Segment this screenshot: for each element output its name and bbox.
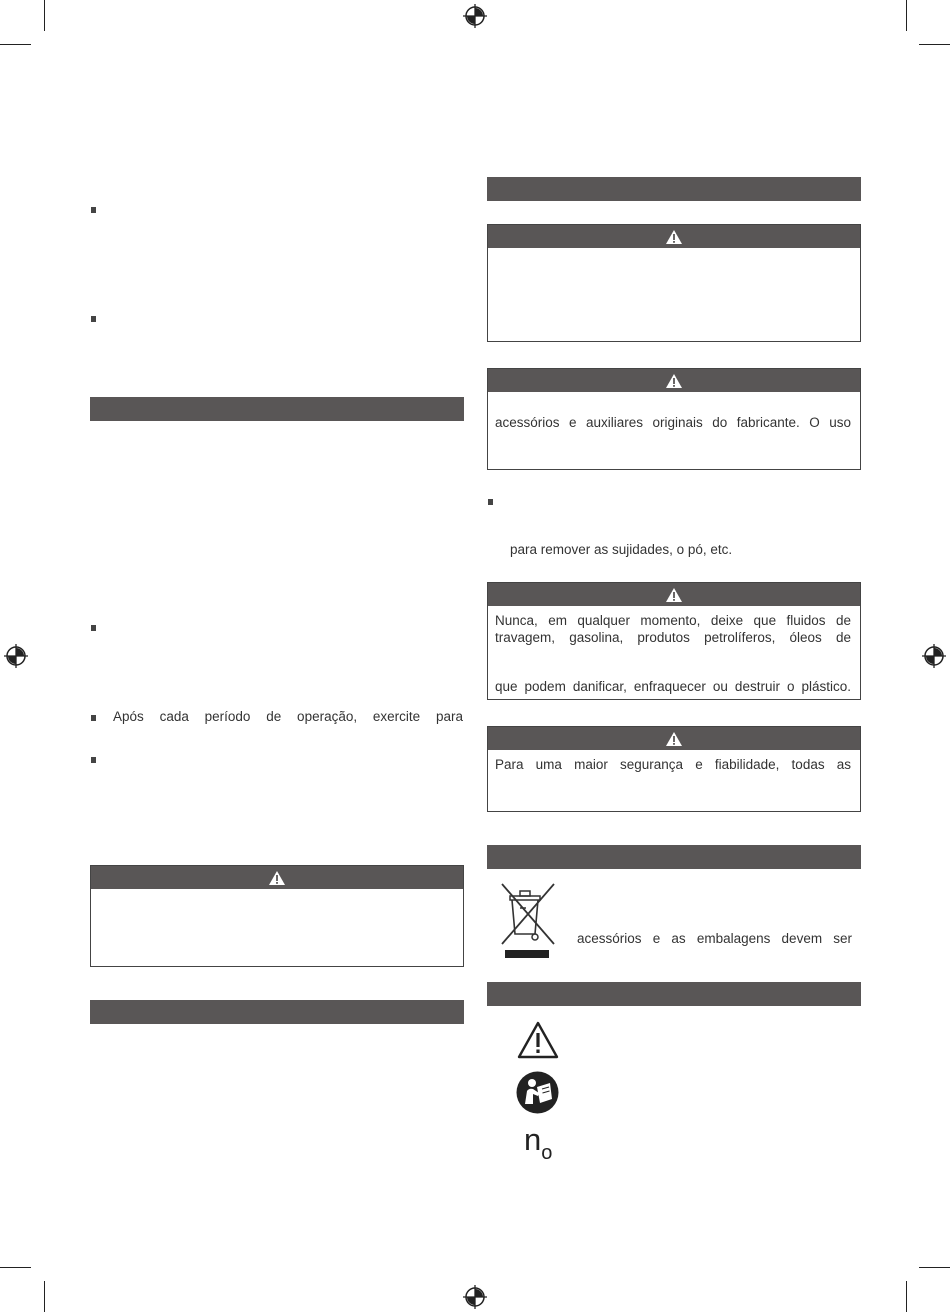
- section-header-band: [487, 177, 861, 201]
- crop-mark: [919, 44, 950, 45]
- bullet: [91, 715, 96, 721]
- no-load-speed-symbol: [524, 1122, 552, 1162]
- bullet-text-after-operation: Após cada período de operação, exercite para: [113, 709, 463, 724]
- warning-box-text: Para uma maior segurança e fiabilidade, todas as: [495, 757, 851, 772]
- symbol-o-subscript: o: [541, 1142, 553, 1164]
- warning-box: [487, 224, 861, 342]
- registration-target-icon: [4, 644, 28, 668]
- bullet: [91, 757, 96, 763]
- warning-box: [487, 726, 861, 812]
- weee-text: acessórios e as embalagens devem ser: [577, 931, 852, 946]
- warning-box: [487, 582, 861, 700]
- warning-triangle-icon: [665, 587, 683, 603]
- warning-triangle-icon: [268, 870, 286, 886]
- crop-mark: [44, 1281, 45, 1312]
- crop-mark: [906, 0, 907, 31]
- section-header-band: [487, 982, 861, 1006]
- warning-triangle-icon: [665, 229, 683, 245]
- warning-box-text: acessórios e auxiliares originais do fabricante. O uso: [495, 415, 851, 430]
- bullet: [91, 316, 96, 322]
- bullet: [91, 625, 96, 631]
- symbol-n: n: [524, 1122, 542, 1157]
- crossed-out-wheelie-bin-icon: [500, 882, 556, 960]
- crop-mark: [906, 1281, 907, 1312]
- read-manual-icon: [516, 1071, 559, 1114]
- section-header-band: [90, 397, 464, 421]
- bullet-text-clean: para remover as sujidades, o pó, etc.: [510, 542, 733, 557]
- crop-mark: [919, 1267, 950, 1268]
- warning-triangle-icon: [665, 731, 683, 747]
- warning-triangle-icon: [516, 1020, 560, 1060]
- warning-box-header: [488, 727, 860, 750]
- warning-box-header: [488, 369, 860, 392]
- crop-mark: [44, 0, 45, 31]
- registration-target-icon: [463, 1285, 487, 1309]
- bullet: [488, 499, 493, 505]
- warning-box-text-line: travagem, gasolina, produtos petrolíferos, óleos de: [495, 630, 851, 645]
- warning-box-text-line: que podem danificar, enfraquecer ou destruir o plástico.: [495, 679, 851, 694]
- warning-box-header: [488, 583, 860, 606]
- crop-mark: [0, 1267, 31, 1268]
- warning-box-text-line: Nunca, em qualquer momento, deixe que fluidos de: [495, 613, 851, 628]
- section-header-band: [90, 1000, 464, 1024]
- crop-mark: [0, 44, 31, 45]
- section-header-band: [487, 845, 861, 869]
- warning-box: [487, 368, 861, 470]
- bullet: [91, 207, 96, 213]
- registration-target-icon: [463, 4, 487, 28]
- warning-box: [90, 865, 464, 967]
- registration-target-icon: [922, 644, 946, 668]
- warning-triangle-icon: [665, 373, 683, 389]
- warning-box-header: [488, 225, 860, 248]
- warning-box-header: [91, 866, 463, 889]
